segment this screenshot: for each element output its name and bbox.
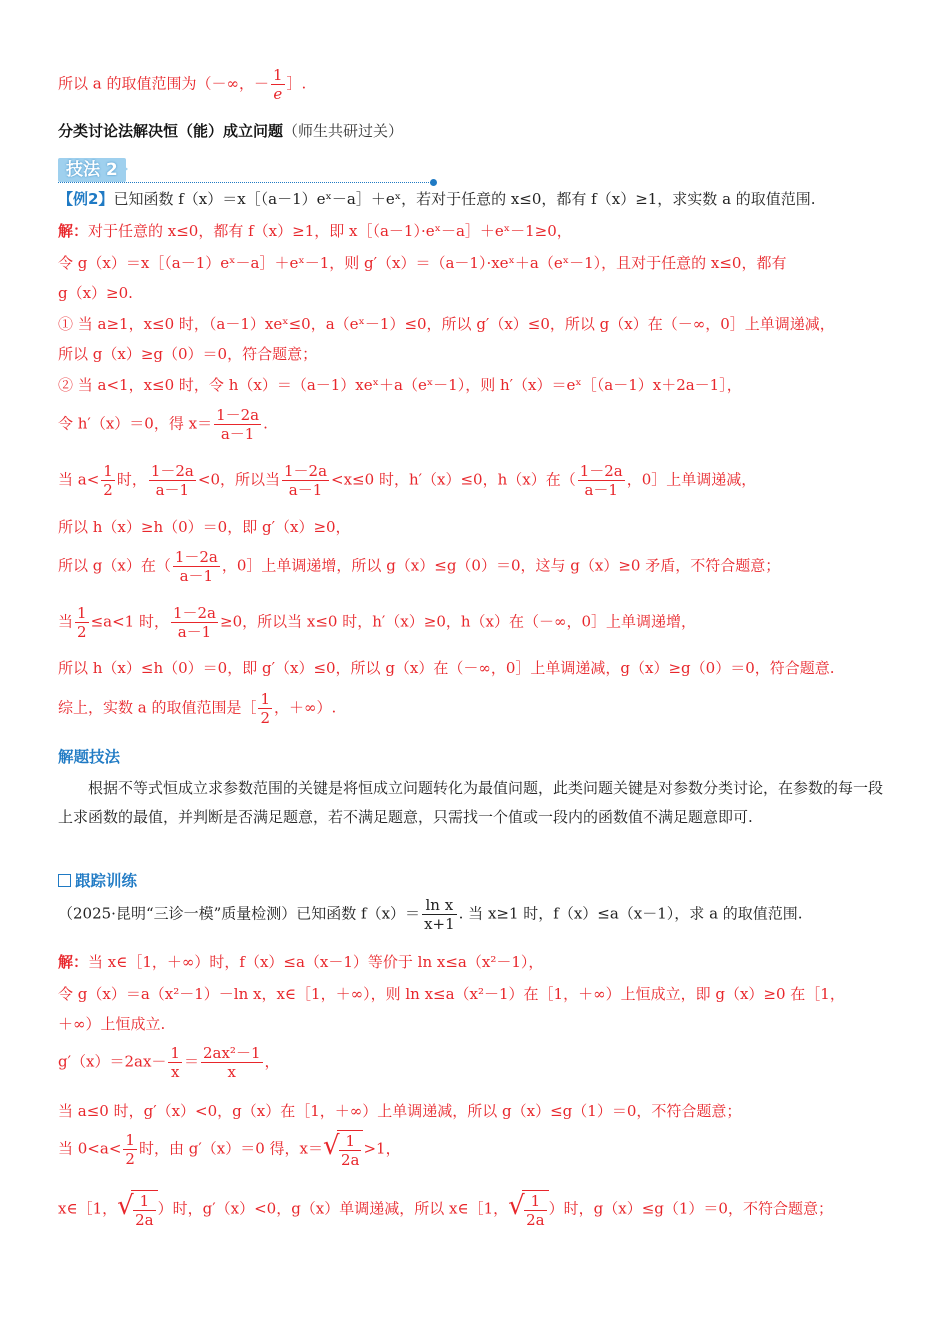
fraction: $\frac{1}{2}$ <box>103 462 113 499</box>
solution-line-9: 所以 h（x）≥h（0）＝0，即 g′（x）≥0， <box>58 518 351 536</box>
technique-paragraph: 根据不等式恒成立求参数范围的关键是将恒成立问题转化为最值问题，此类问题关键是对参数分类讨论，在参数的每一段上求函数的最值，并判断是否满足题意，若不满足题意，只需找一个值或一段内的函数值不满足题意即可. <box>58 779 884 826</box>
text: 所以 a 的取值范围为（－∞，－ <box>58 74 269 93</box>
practice-solution-6: 当 0<a< $\frac{1}{2}$ 时，由 g′（x）＝0 得，x＝ √ $\frac{1}{2a}$ >1， <box>58 1131 401 1169</box>
practice-solution-1: 解：当 x∈［1，＋∞）时，f（x）≤a（x－1）等价于 ln x≤a（x²－1）， <box>58 953 544 971</box>
solution-line-7: 令 h′（x）＝0，得 x＝ $\frac{1-2a}{a-1}$ . <box>58 406 268 443</box>
practice-solution-2: 令 g（x）＝a（x²－1）－ln x，x∈［1，＋∞），则 ln x≤a（x²－1）在［1，＋∞）上恒成立，即 g（x）≥0 在［1， <box>58 985 845 1003</box>
solution-conclusion: 综上，实数 a 的取值范围是［ $\frac{1}{2}$ ，＋∞）. <box>58 690 337 727</box>
solution-line-2: 令 g（x）＝x［（a－1）eˣ－a］＋eˣ－1，则 g′（x）＝（a－1）·xeˣ＋a（eˣ－1），且对于任意的 x≤0，都有 <box>58 254 787 272</box>
solution-line-3: g（x）≥0. <box>58 284 133 302</box>
fraction: $\frac{1}{x}$ <box>170 1044 180 1081</box>
fraction: $\frac{1}{2}$ <box>260 690 271 727</box>
practice-question: （2025·昆明“三诊一模”质量检测）已知函数 f（x）＝ $\frac{\text{ln x}}{x+1}$ . 当 x≥1 时，f（x）≤a（x－1），求 a 的取值范围. <box>58 896 803 933</box>
practice-solution-5: 当 a≤0 时，g′（x）<0，g（x）在［1，＋∞）上单调递减，所以 g（x）≤g（1）＝0，不符合题意； <box>58 1102 742 1120</box>
text: ］. <box>286 74 307 93</box>
prior-conclusion <box>58 66 306 103</box>
solution-line-11: 当 $\frac{1}{2}$ ≤a<1 时， $\frac{1-2a}{a-1}$ ≥0，所以当 x≤0 时，h′（x）≥0，h（x）在（－∞，0］上单调递增， <box>58 604 697 641</box>
badge-arrow-icon <box>120 163 128 175</box>
section-title: 分类讨论法解决恒（能）成立问题（师生共研过关） <box>58 122 404 140</box>
technique-badge: 技法 2 <box>58 158 126 182</box>
checkbox-icon <box>58 874 71 887</box>
fraction: $\frac{\text{ln x}}{x+1}$ <box>424 896 455 933</box>
example-statement: 【例2】已知函数 f（x）＝x［（a－1）eˣ－a］＋eˣ，若对于任意的 x≤0，都有 f（x）≥1，求实数 a 的取值范围. <box>58 190 816 208</box>
dotted-divider <box>58 182 433 183</box>
practice-solution-7: x∈［1， √ $\frac{1}{2a}$ ）时，g′（x）<0，g（x）单调递减，所以 x∈［1， √ $\frac{1}{2a}$ ）时，g（x）≤g（1）＝0，不符合题意； <box>58 1191 833 1229</box>
dot-icon <box>430 179 437 186</box>
practice-solution-4: g′（x）＝2ax－ $\frac{1}{x}$ ＝ $\frac{\text{2ax²－1}}{x}$ ， <box>58 1044 280 1081</box>
solution-line-12: 所以 h（x）≤h（0）＝0，即 g′（x）≤0，所以 g（x）在（－∞，0］上单调递减，g（x）≥g（0）＝0，符合题意. <box>58 659 835 677</box>
fraction: $\frac{1-2a}{a-1}$ <box>216 406 260 443</box>
solution-line-4: ① 当 a≥1，x≤0 时，（a－1）xeˣ≤0，a（eˣ－1）≤0，所以 g′（x）≤0，所以 g（x）在（－∞，0］上单调递减， <box>58 315 835 333</box>
solution-line-6: ② 当 a<1，x≤0 时，令 h（x）＝（a－1）xeˣ＋a（eˣ－1），则 h′（x）＝eˣ［（a－1）x＋2a－1］， <box>58 376 742 394</box>
fraction: $\frac{1-2a}{a-1}$ <box>284 462 328 499</box>
fraction: $\frac{1-2a}{a-1}$ <box>150 462 194 499</box>
fraction: $\frac{1}{e}$ <box>272 66 283 103</box>
fraction: $\frac{1}{2}$ <box>77 604 87 641</box>
solution-line-5: 所以 g（x）≥g（0）＝0，符合题意； <box>58 345 318 363</box>
solution-line-8: 当 a< $\frac{1}{2}$ 时， $\frac{1-2a}{a-1}$ <0，所以当 $\frac{1-2a}{a-1}$ <x≤0 时，h′（x）≤0，h（x）在（ $\frac{1-2a}{a-1}$ ，0］上单调递减， <box>58 462 757 499</box>
fraction: $\frac{1-2a}{a-1}$ <box>172 604 216 641</box>
fraction: $\frac{1-2a}{a-1}$ <box>579 462 623 499</box>
tracking-heading: 跟踪训练 <box>58 870 137 892</box>
square-root: √ $\frac{1}{2a}$ <box>323 1130 364 1169</box>
practice-solution-3: ＋∞）上恒成立. <box>58 1015 166 1033</box>
technique-heading: 解题技法 <box>58 748 121 766</box>
square-root: √ $\frac{1}{2a}$ <box>508 1190 549 1229</box>
solution-line-10: 所以 g（x）在（ $\frac{1-2a}{a-1}$ ，0］上单调递增，所以 g（x）≤g（0）＝0，这与 g（x）≥0 矛盾，不符合题意； <box>58 548 781 585</box>
solution-line-1: 解：对于任意的 x≤0，都有 f（x）≥1，即 x［（a－1）·eˣ－a］＋eˣ－1≥0， <box>58 222 572 240</box>
fraction: $\frac{1}{2}$ <box>125 1131 135 1168</box>
fraction: $\frac{\text{2ax²－1}}{x}$ <box>202 1044 261 1081</box>
fraction: $\frac{1-2a}{a-1}$ <box>174 548 218 585</box>
square-root: √ $\frac{1}{2a}$ <box>117 1190 158 1229</box>
